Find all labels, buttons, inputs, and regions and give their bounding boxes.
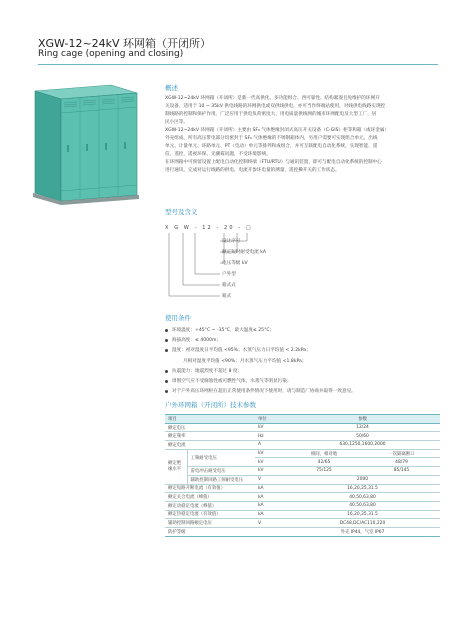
table-cell: 一次隔离断口	[363, 449, 440, 458]
condition-text: 湿度：初对湿度日平均值 <95%；水蒸气压力日平均值 < 2.2kPa；	[172, 348, 311, 354]
table-cell-insulation-group: 额定绝缘水平	[165, 449, 187, 484]
table-cell: 外壳 IP44，气室 IP67	[285, 527, 440, 536]
condition-text: 月相对湿度平均值 <90%；月水蒸气压力平均值 <1.8kPa；	[183, 358, 307, 364]
model-label-voltage-class: 电压等级 kV	[222, 261, 248, 266]
table-cell: 额定动稳定电流（峰值）	[165, 501, 255, 510]
overview-heading: 概述	[165, 84, 178, 92]
table-cell: 额定电流	[165, 441, 255, 450]
header-cell-item: 项目	[165, 415, 255, 424]
params-heading: 户外环网箱（开闭所）技术参数	[165, 401, 256, 409]
table-row	[165, 441, 440, 450]
model-label-box-type: 箱式式	[222, 283, 236, 288]
condition-text: 对于户外高压环网柜在超出正常使用条件情况下使用时，请与制造厂协商并取得一致意见。	[172, 389, 356, 395]
bullet-icon	[165, 380, 168, 383]
page-subtitle: Ring cage (opening and closing)	[38, 49, 184, 59]
table-cell: 48/79	[363, 458, 440, 467]
model-label-box: 箱式	[222, 294, 232, 299]
table-row	[165, 501, 440, 510]
table-row	[165, 423, 440, 432]
conditions-heading: 使用条件	[165, 314, 191, 322]
table-cell: kA	[255, 501, 285, 510]
table-cell: 工频耐受电压	[187, 449, 255, 466]
paragraph-line: XGW-12~24kV 环网箱（开闭所）主要由 SF₆ 气体绝缘封闭式高压开关设备（C-GIS）柜等和箱（或环金属）	[165, 128, 390, 133]
table-cell: 630,1250,1600,2000	[285, 441, 440, 450]
table-cell: 50/60	[285, 432, 440, 441]
table-cell: 75/125	[285, 467, 363, 476]
table-cell: 2000	[285, 475, 440, 484]
table-row	[165, 493, 440, 502]
condition-text: 环境温度：+45°C ~ -35°C，最大温度≤ 25°C；	[172, 328, 275, 333]
list-item	[165, 336, 440, 346]
table-cell	[255, 527, 285, 536]
paragraph-line: 在环网箱中可预留设置上配电自动化控制终端（FTU/RTU）与通讯装置，即可与配电自动化系统的控制中心	[165, 160, 382, 165]
table-row	[165, 484, 440, 493]
table-cell: 雷电冲击耐受电压	[187, 467, 255, 476]
list-item	[165, 346, 440, 356]
list-item	[165, 357, 440, 367]
table-row	[165, 510, 440, 519]
table-row	[165, 432, 440, 441]
table-cell: 42/65	[285, 458, 363, 467]
table-header-row	[165, 415, 440, 424]
paragraph-line: XGW-12~24kV 环网箱（开闭所）是新一代高供化、多功能组合、西可靠性、结构紧凑且免维护的环网开	[165, 96, 380, 101]
table-cell: kV	[255, 449, 285, 458]
model-label-design-serial: 设计序号	[222, 239, 241, 244]
table-cell: 防护等级	[165, 527, 255, 536]
table-cell: 40,50,63,80	[285, 501, 440, 510]
table-cell: 额定关合电流（峰值）	[165, 493, 255, 502]
table-cell: 相间，相对地	[285, 449, 363, 458]
table-cell: 40,50,63,80	[285, 493, 440, 502]
table-cell: 辅助控制回路工频耐受电压	[187, 475, 255, 484]
bullet-icon	[165, 329, 168, 332]
conditions-list	[165, 326, 440, 397]
bullet-icon	[165, 339, 168, 342]
header-cell-unit: 单位	[255, 415, 285, 424]
table-cell: V	[255, 519, 285, 528]
header-cell-value: 参数	[285, 415, 440, 424]
bullet-icon	[165, 370, 168, 373]
table-cell: 额定短路开断电流（有效值）	[165, 484, 255, 493]
table-cell: A	[255, 441, 285, 450]
table-cell: V	[255, 475, 285, 484]
table-row	[165, 467, 440, 476]
condition-text: 抗震能力：地震烈度不超过 8 度；	[172, 368, 243, 374]
table-cell: 额定热稳定电流（有效值）	[165, 510, 255, 519]
params-table	[165, 414, 440, 537]
condition-text: 海拔高度：≤ 4000m；	[172, 338, 222, 344]
model-label-short-time-current: 额定短时耐受电流 kA	[222, 250, 267, 255]
overview-paragraph-2	[165, 127, 435, 159]
paragraph-line: 关设备，适用于 10 ~ 35kV 供电线路的环网供电或双供线供电，亦可当作终端站使用，对线供电线路实现控	[165, 104, 386, 109]
table-cell: 12/24	[285, 423, 440, 432]
paragraph-line: 民小区等。	[165, 120, 188, 125]
model-code: X G W - 12 - 20 - □	[165, 225, 253, 231]
table-row	[165, 449, 440, 458]
page-title: XGW-12~24kV 环网箱（开闭所）	[38, 37, 212, 50]
paragraph-line: 外壳组成，所有高压带电部分均密封于 SF₆ 气体绝缘的不锈钢箱体内，另用户需要可实现组合单元、出线	[165, 136, 378, 141]
model-label-outdoor: 户外型	[222, 272, 236, 277]
condition-text: 周围空气应不受腐蚀性或可燃性气体、水蒸气等明显污染；	[172, 378, 292, 384]
table-cell: kV	[255, 458, 285, 467]
model-heading: 型号及含义	[165, 208, 198, 216]
list-item	[165, 377, 440, 387]
bullet-icon	[165, 349, 168, 352]
table-cell: 辅助控制回路额定电压	[165, 519, 255, 528]
title-divider	[38, 64, 438, 65]
table-cell: 额定频率	[165, 432, 255, 441]
list-item	[165, 387, 440, 397]
paragraph-line: 制线路的控制和保护作用。广泛应用于供电负荷密度大、用电质量供线网的城市环网配电及大型工厂、居	[165, 112, 377, 117]
overview-paragraph-1	[165, 95, 435, 127]
model-code-diagram	[165, 225, 285, 305]
table-cell: kV	[255, 423, 285, 432]
table-cell: Hz	[255, 432, 285, 441]
table-row	[165, 519, 440, 528]
table-row	[165, 527, 440, 536]
table-cell: DC48,DC/AC110,220	[285, 519, 440, 528]
list-item	[165, 367, 440, 377]
ring-cage-cabinet-image	[31, 83, 141, 209]
table-row	[165, 475, 440, 484]
table-cell: kV	[255, 467, 285, 476]
paragraph-line: 信、遥控，遥视环保、无潮霉问题，不受环境影响。	[165, 152, 271, 157]
paragraph-line: 单元、计量单元、环路单元、PT（电动）单元等排列和成组合，并可互联配电自动化系统，实现智能、遥	[165, 144, 378, 149]
overview-paragraph-3	[165, 159, 435, 175]
table-cell: 16,20,25,31.5	[285, 510, 440, 519]
table-cell: kA	[255, 510, 285, 519]
list-item	[165, 326, 440, 336]
table-cell: 16,20,25,31.5	[285, 484, 440, 493]
table-cell: 额定电压	[165, 423, 255, 432]
paragraph-line: 进行通讯，完成对运行线路的供电、电流开参环电量的测量，遥控操开关的工作状态。	[165, 168, 340, 173]
table-cell: kA	[255, 484, 285, 493]
table-cell: 85/145	[363, 467, 440, 476]
table-cell: kA	[255, 493, 285, 502]
bullet-icon	[165, 390, 168, 393]
